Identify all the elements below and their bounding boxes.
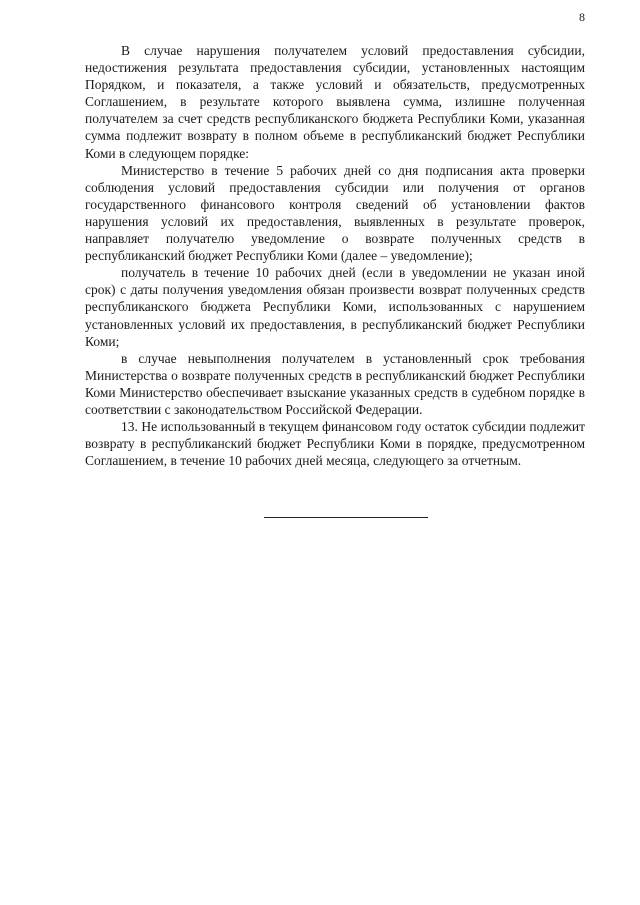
document-body [85,42,585,469]
paragraph-item-13: 13. Не использованный в текущем финансовом году остаток субсидии подлежит возврату в республиканский бюджет Республики Коми в порядке, предусмотренном Соглашением, в течение 10 рабочих дней месяца, следующего за отчетным. [85,419,585,469]
paragraph-refund-conditions: В случае нарушения получателем условий предоставления субсидии, недостижения результата предоставления субсидии, установленных настоящим Порядком, и показателя, а также условий и обязательств, предусмотренных Соглашением, в результате которого выявлена сумма, излишне полученная получателем за счет средств республиканского бюджета Республики Коми, указанная сумма подлежит возврату в полном объеме в республиканский бюджет Республики Коми в следующем порядке: [85,43,585,161]
paragraph-court-recovery: в случае невыполнения получателем в установленный срок требования Министерства о возврате полученных средств в республиканский бюджет Республики Коми Министерство обеспечивает взыскание указанных средств в судебном порядке в соответствии с законодательством Российской Федерации. [85,350,585,417]
paragraph-ministry-notice: Министерство в течение 5 рабочих дней со дня подписания акта проверки соблюдения условий предоставления субсидии или получения от органов государственного финансового контроля сведений об установлении фактов нарушения условий их предоставления, выявленных в результате проверок, направляет получателю уведомление о возврате полученных средств в республиканский бюджет Республики Коми (далее – уведомление); [85,162,585,264]
end-of-document-rule [264,517,428,518]
page-number: 8 [579,10,585,24]
paragraph-recipient-refund: получатель в течение 10 рабочих дней (если в уведомлении не указан иной срок) с даты получения уведомления обязан произвести возврат полученных средств республиканского бюджета Республики Коми, использованных с нарушением установленных условий их предоставления, в республиканский бюджет Республики Коми; [85,265,585,349]
